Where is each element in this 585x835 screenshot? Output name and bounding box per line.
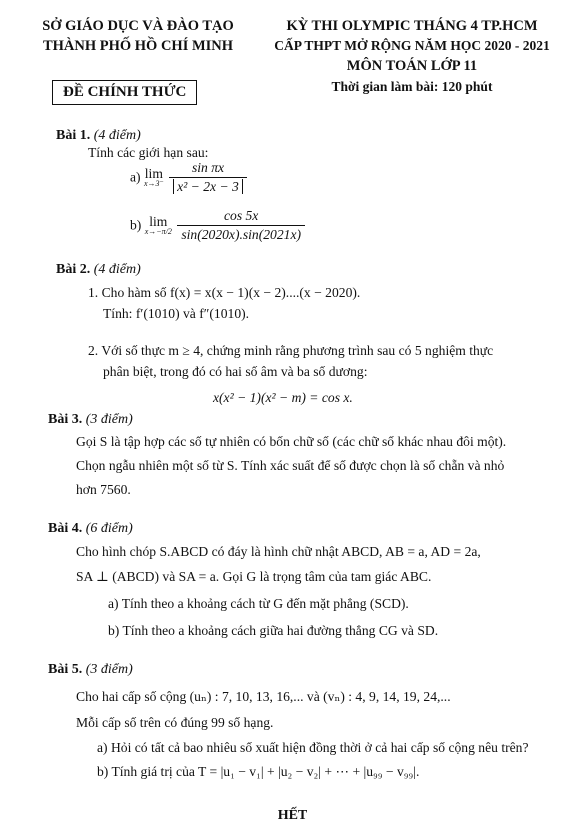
header-right-line3: MÔN TOÁN LỚP 11 — [346, 58, 478, 74]
bai3-line3: hơn 7560. — [76, 482, 131, 497]
header-right-line1: KỲ THI OLYMPIC THÁNG 4 TP.HCM — [286, 18, 538, 34]
bai5-title: Bài 5. — [48, 662, 83, 677]
bai5-heading — [48, 662, 133, 678]
bai5-points: (3 điểm) — [85, 662, 133, 677]
header-right-line2: CẤP THPT MỞ RỘNG NĂM HỌC 2020 - 2021 — [274, 38, 550, 53]
bai1-a — [130, 160, 247, 195]
bai1-b-numerator: cos 5x — [177, 208, 305, 226]
bai5-line2: Mỗi cấp số trên có đúng 99 số hạng. — [76, 715, 274, 730]
header-left-line1: SỞ GIÁO DỤC VÀ ĐÀO TẠO — [42, 18, 234, 34]
bai3-line2: Chọn ngẫu nhiên một số từ S. Tính xác suất để số được chọn là số chẵn và nhỏ — [76, 458, 505, 473]
bai2-item2-line1: 2. Với số thực m ≥ 4, chứng minh rằng phương trình sau có 5 nghiệm thực — [88, 343, 494, 358]
bai1-a-fraction — [169, 160, 247, 195]
bai4-line2: SA ⊥ (ABCD) và SA = a. Gọi G là trọng tâm của tam giác ABC. — [76, 569, 432, 584]
bai2-item2-line2: phân biệt, trong đó có hai số âm và ba số dương: — [103, 364, 368, 379]
bai1-b-label: b) — [130, 217, 142, 233]
bai1-a-label: a) — [130, 169, 141, 185]
bai3-heading — [48, 412, 133, 428]
bai3-points: (3 điểm) — [85, 412, 133, 427]
bai3-title: Bài 3. — [48, 412, 83, 427]
bai1-intro: Tính các giới hạn sau: — [88, 145, 209, 160]
bai1-a-denominator: x² − 2x − 3 — [169, 178, 247, 195]
bai3-line1: Gọi S là tập hợp các số tự nhiên có bốn chữ số (các chữ số khác nhau đôi một). — [76, 434, 507, 449]
bai1-title: Bài 1. — [56, 128, 91, 143]
bai1-b — [130, 208, 305, 243]
bai4-heading — [48, 521, 133, 537]
bai4-a: a) Tính theo a khoảng cách từ G đến mặt phẳng (SCD). — [108, 596, 409, 611]
bai2-points: (4 điểm) — [93, 262, 141, 277]
bai4-line1: Cho hình chóp S.ABCD có đáy là hình chữ nhật ABCD, AB = a, AD = 2a, — [76, 544, 481, 559]
bai1-a-lim: lim x→3⁻ — [143, 165, 164, 189]
bai5-a: a) Hỏi có tất cả bao nhiêu số xuất hiện đồng thời ở cả hai cấp số cộng nêu trên? — [97, 740, 529, 755]
bai1-b-denominator: sin(2020x).sin(2021x) — [181, 227, 302, 242]
bai5-line1: Cho hai cấp số cộng (uₙ) : 7, 10, 13, 16,... và (vₙ) : 4, 9, 14, 19, 24,... — [76, 689, 451, 704]
bai2-item1-line1: 1. Cho hàm số f(x) = x(x − 1)(x − 2)....(x − 2020). — [88, 285, 361, 300]
bai2-heading — [56, 262, 141, 278]
bai4-b: b) Tính theo a khoảng cách giữa hai đường thẳng CG và SD. — [108, 623, 439, 638]
exam-time: Thời gian làm bài: 120 phút — [331, 79, 493, 94]
bai4-title: Bài 4. — [48, 521, 83, 536]
bai1-b-fraction — [177, 208, 305, 243]
bai4-points: (6 điểm) — [85, 521, 133, 536]
end-marker: HẾT — [277, 808, 308, 823]
bai1-heading — [56, 128, 141, 144]
bai2-title: Bài 2. — [56, 262, 91, 277]
bai5-b: b) Tính giá trị của T = |u₁ − v₁| + |u₂ − v₂| + ⋯ + |u₉₉ − v₉₉|. — [97, 764, 420, 779]
bai2-item1-line2: Tính: f′(1010) và f″(1010). — [103, 306, 250, 321]
bai1-points: (4 điểm) — [93, 128, 141, 143]
bai2-equation: x(x² − 1)(x² − m) = cos x. — [213, 390, 353, 405]
official-badge: ĐỀ CHÍNH THỨC — [52, 80, 197, 105]
bai1-a-numerator: sin πx — [169, 160, 247, 178]
header-left-line2: THÀNH PHỐ HỒ CHÍ MINH — [42, 38, 234, 54]
bai1-b-lim: lim x→−π/2 — [144, 213, 172, 237]
